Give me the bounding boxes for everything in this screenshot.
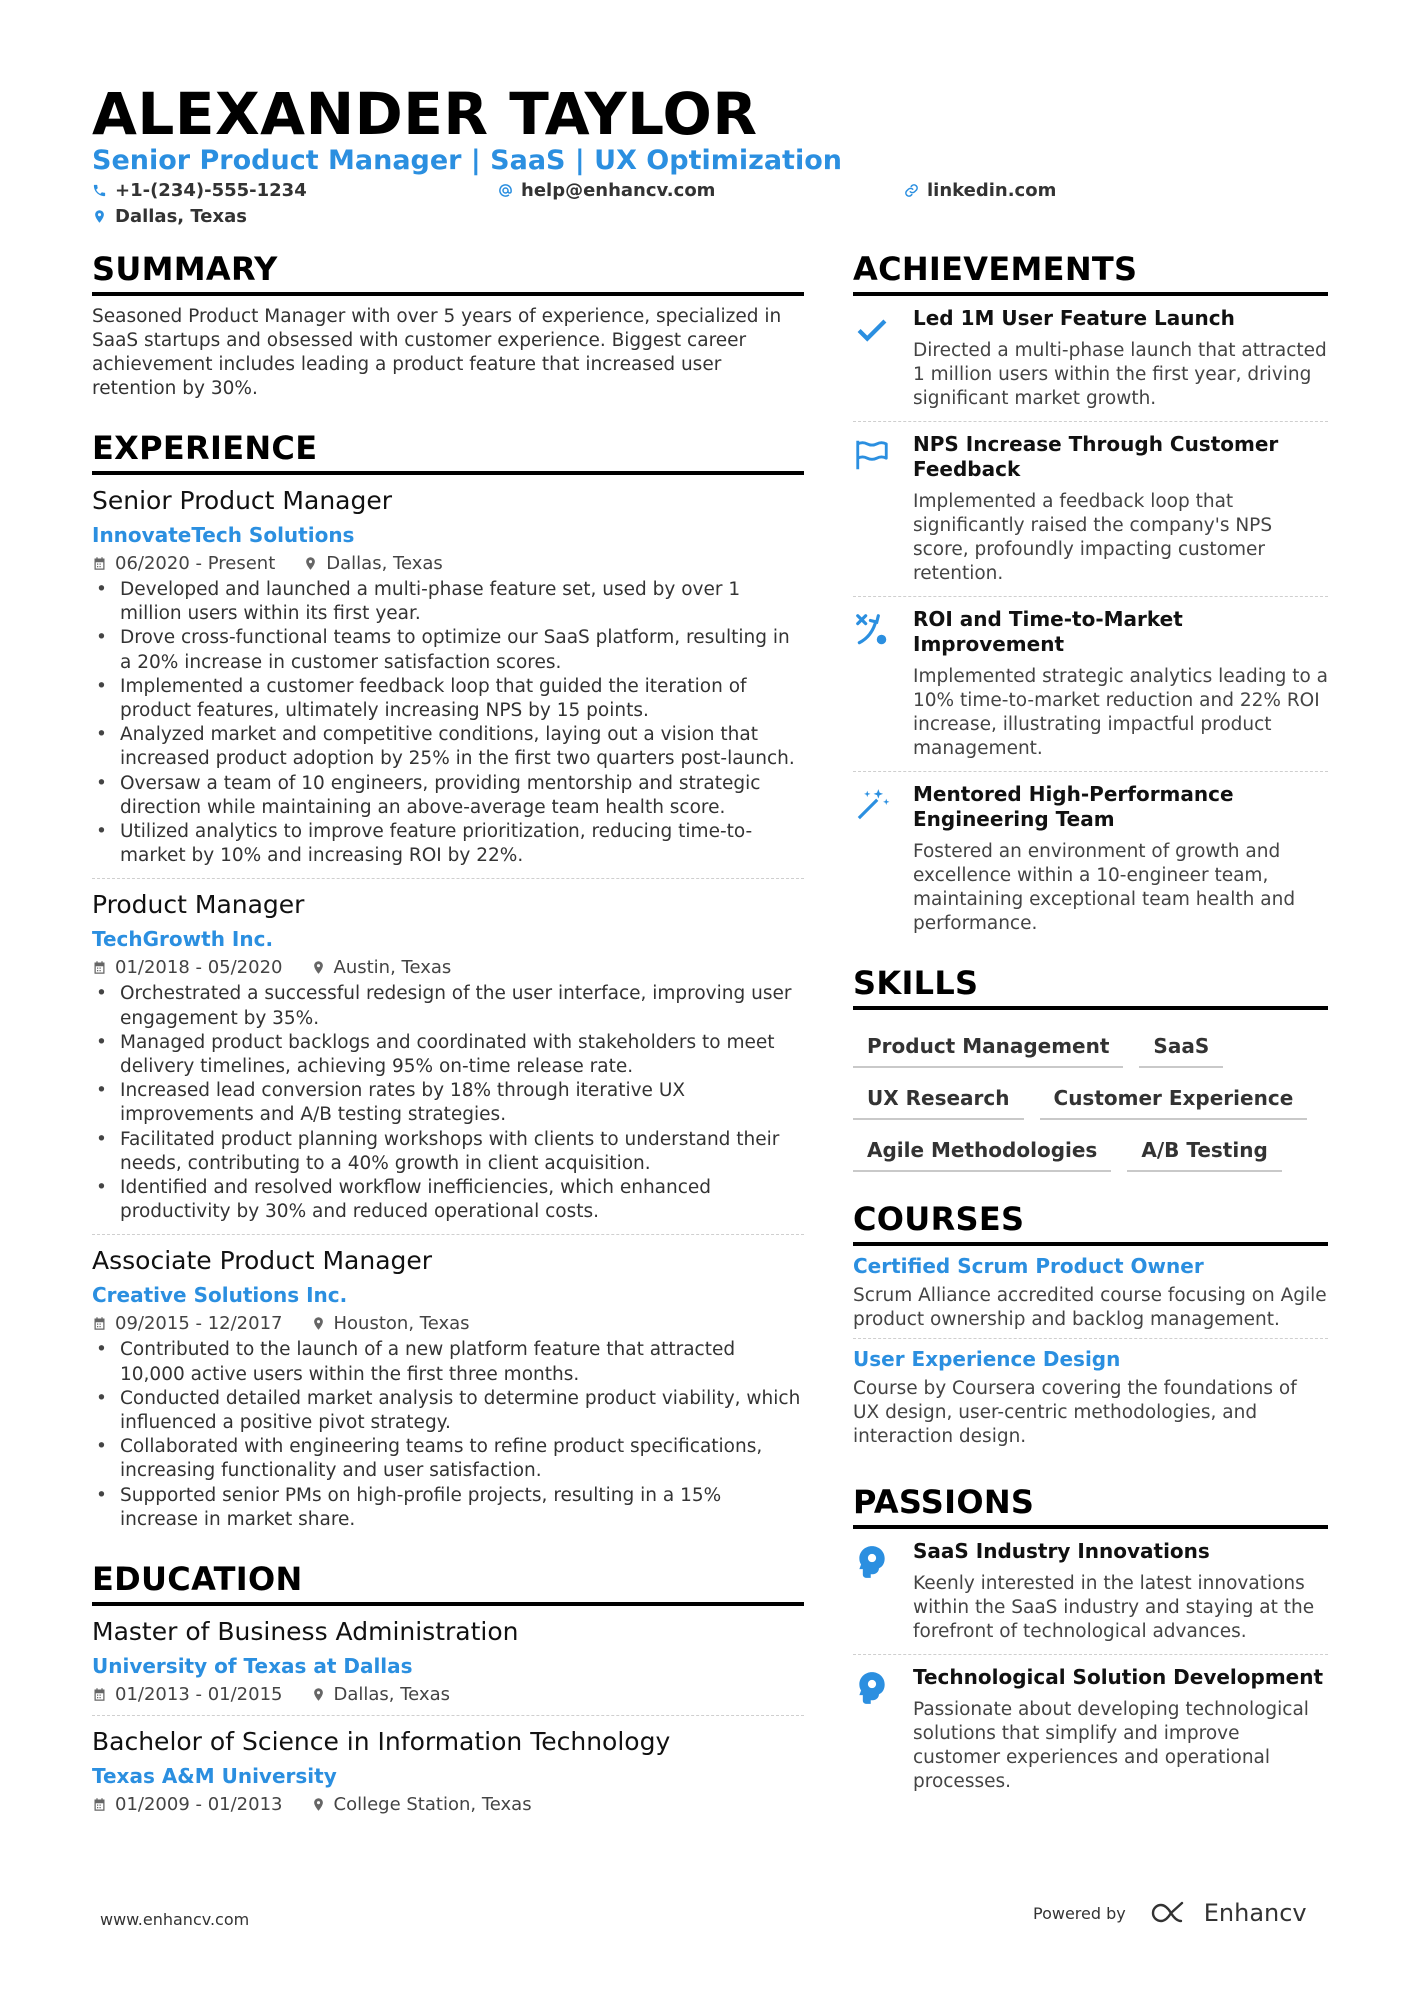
bullet-item: • Collaborated with engineering teams to refine product specifications, increasing functionality and user satisfaction. [92,1435,804,1483]
job-title: Senior Product Manager [92,486,393,515]
job-meta [92,957,804,978]
passion-item [853,1655,1328,1804]
checkmark-icon [853,310,891,348]
phone-text: +1-(234)-555-1234 [115,180,307,201]
skill-tag: Product Management [853,1024,1123,1068]
job-meta [92,1313,804,1334]
brand-name: Enhancv [1203,1899,1307,1927]
bullet-item: • Contributed to the launch of a new platform feature that attracted 10,000 active users within the first three months. [92,1338,804,1386]
achievement-title: NPS Increase Through Customer Feedback [913,432,1279,481]
achievement-title: ROI and Time-to-Market Improvement [913,607,1183,656]
achievement-item [853,597,1328,771]
email-text: help@enhancv.com [521,180,716,201]
location-pin-icon [311,1797,326,1812]
calendar-icon [92,1687,107,1702]
experience-entry [92,1245,804,1532]
location-pin-icon [303,556,318,571]
passion-desc: Keenly interested in the latest innovations within the SaaS industry and staying at the forefront of technological advances. [913,1573,1315,1642]
skill-tag: Agile Methodologies [853,1128,1111,1172]
bullet-item: • Supported senior PMs on high-profile projects, resulting in a 15% increase in market share. [92,1484,804,1532]
job-title: Product Manager [92,890,305,920]
job-bullets [92,982,804,1224]
summary-heading: SUMMARY [92,250,804,296]
achievement-title: Led 1M User Feature Launch [913,306,1235,330]
school-name: Texas A&M University [92,1764,337,1789]
entry-divider [92,878,804,879]
calendar-icon [92,556,107,571]
enhancv-logo-icon [1150,1901,1196,1925]
flag-icon [853,436,891,474]
course-title: User Experience Design [853,1347,1121,1371]
course-desc: Course by Coursera covering the foundations of UX design, user-centric methodologies, and interaction design. [853,1378,1297,1447]
bullet-item: • Conducted detailed market analysis to determine product viability, which influenced a positive pivot strategy. [92,1387,804,1435]
education-dates: 01/2013 - 01/2015 [115,1684,283,1706]
skills-heading: SKILLS [853,964,1328,1010]
course-title: Certified Scrum Product Owner [853,1254,1204,1278]
location-pin-icon [311,1316,326,1331]
experience-entry [92,889,804,1235]
company-name: Creative Solutions Inc. [92,1283,348,1308]
education-meta [92,1794,804,1815]
school-name: University of Texas at Dallas [92,1654,413,1679]
passion-title: SaaS Industry Innovations [913,1539,1210,1563]
job-dates: 01/2018 - 05/2020 [115,957,283,979]
bullet-item: • Increased lead conversion rates by 18% through iterative UX improvements and A/B testing strategies. [92,1079,804,1127]
job-dates: 09/2015 - 12/2017 [115,1313,283,1335]
bullet-item: • Analyzed market and competitive conditions, laying out a vision that increased product adoption by 25% in the first two quarters post-launch. [92,723,804,771]
bullet-item: • Drove cross-functional teams to optimize our SaaS platform, resulting in a 20% increase in customer satisfaction scores. [92,626,804,674]
achievement-desc: Directed a multi-phase launch that attracted 1 million users within the first year, driving significant market growth. [913,340,1327,409]
achievement-desc: Implemented strategic analytics leading to a 10% time-to-market reduction and 22% ROI increase, illustrating impactful product management. [913,666,1328,759]
achievements-heading: ACHIEVEMENTS [853,250,1328,296]
summary-text: Seasoned Product Manager with over 5 years of experience, specialized in SaaS startups and obsessed with customer experience. Biggest career achievement includes leading a product feature that increased user retention by 30%. [92,306,782,399]
powered-by-label: Powered by [1033,1903,1126,1923]
bullet-item: • Oversaw a team of 10 engineers, providing mentorship and strategic direction while maintaining an above-average team health score. [92,772,804,820]
bullet-item: • Orchestrated a successful redesign of the user interface, improving user engagement by 35%. [92,982,804,1030]
brand-logo [1150,1899,1307,1927]
skill-tag: A/B Testing [1127,1128,1281,1172]
skills-list [853,1016,1328,1172]
achievement-desc: Fostered an environment of growth and excellence within a 10-engineer team, maintaining exceptional team health and performance. [913,841,1296,934]
job-location: Houston, Texas [333,1313,470,1335]
achievement-item [853,772,1328,946]
education-entry [92,1726,804,1815]
education-location: College Station, Texas [333,1794,532,1816]
job-location: Austin, Texas [333,957,452,979]
linkedin-text: linkedin.com [927,180,1057,201]
job-title: Associate Product Manager [92,1246,433,1276]
courses-heading: COURSES [853,1200,1328,1246]
job-bullets [92,1338,804,1532]
headline: Senior Product Manager | SaaS | UX Optimization [92,145,842,176]
head-idea-icon [853,1543,891,1581]
bullet-item: • Managed product backlogs and coordinated with stakeholders to meet delivery timelines, achieving 95% on-time release rate. [92,1031,804,1079]
calendar-icon [92,1316,107,1331]
passion-item [853,1529,1328,1654]
education-dates: 01/2009 - 01/2013 [115,1794,283,1816]
calendar-icon [92,1797,107,1812]
bullet-item: • Identified and resolved workflow inefficiencies, which enhanced productivity by 30% and reduced operational costs. [92,1176,804,1224]
passions-heading: PASSIONS [853,1483,1328,1529]
achievement-item [853,296,1328,421]
degree-title: Master of Business Administration [92,1617,519,1647]
company-name: TechGrowth Inc. [92,927,274,952]
bullet-item: • Facilitated product planning workshops with clients to understand their needs, contributing to a 40% growth in client acquisition. [92,1128,804,1176]
job-meta [92,553,804,574]
contact-email[interactable] [498,180,715,201]
passion-title: Technological Solution Development [913,1665,1324,1689]
contact-phone[interactable] [92,180,307,201]
passion-desc: Passionate about developing technological solutions that simplify and improve customer experiences and operational processes. [913,1699,1309,1792]
degree-title: Bachelor of Science in Information Technology [92,1727,671,1757]
left-column [92,250,804,1815]
location-text: Dallas, Texas [115,206,247,227]
candidate-name: ALEXANDER TAYLOR [92,80,758,148]
skill-tag: UX Research [853,1076,1024,1120]
bullet-item: • Developed and launched a multi-phase feature set, used by over 1 million users within its first year. [92,578,804,626]
entry-divider [92,1234,804,1235]
head-idea-icon [853,1669,891,1707]
magic-wand-icon [853,786,891,824]
skill-tag: SaaS [1139,1024,1223,1068]
location-pin-icon [311,960,326,975]
contact-linkedin[interactable] [904,180,1056,201]
course-item [853,1339,1328,1455]
job-dates: 06/2020 - Present [115,553,276,574]
course-desc: Scrum Alliance accredited course focusing on Agile product ownership and backlog management. [853,1285,1327,1330]
achievement-item [853,422,1328,596]
skill-tag: Customer Experience [1040,1076,1308,1120]
education-entry [92,1616,804,1716]
footer-website[interactable]: www.enhancv.com [100,1910,250,1929]
achievement-desc: Implemented a feedback loop that significantly raised the company's NPS score, profoundly impacting customer retention. [913,491,1273,584]
right-column [853,250,1328,1804]
phone-icon [92,183,107,198]
education-location: Dallas, Texas [333,1684,450,1706]
education-meta [92,1684,804,1705]
location-pin-icon [311,1687,326,1702]
course-item [853,1246,1328,1338]
company-name: InnovateTech Solutions [92,523,355,547]
education-heading: EDUCATION [92,1560,804,1606]
footer-branding[interactable] [1033,1899,1307,1927]
bullet-item: • Implemented a customer feedback loop that guided the iteration of product features, ultimately increasing NPS by 15 points. [92,675,804,723]
contact-location [92,206,247,227]
bullet-item: • Utilized analytics to improve feature prioritization, reducing time-to-market by 10% and increasing ROI by 22%. [92,820,804,868]
experience-entry [92,485,804,879]
location-pin-icon [92,209,107,224]
at-icon [498,183,513,198]
job-bullets [92,578,804,868]
strategy-icon [853,611,891,649]
link-icon [904,183,919,198]
calendar-icon [92,960,107,975]
entry-divider [92,1715,804,1716]
job-location: Dallas, Texas [326,553,443,574]
achievement-title: Mentored High-Performance Engineering Team [913,782,1234,831]
experience-heading: EXPERIENCE [92,429,804,475]
